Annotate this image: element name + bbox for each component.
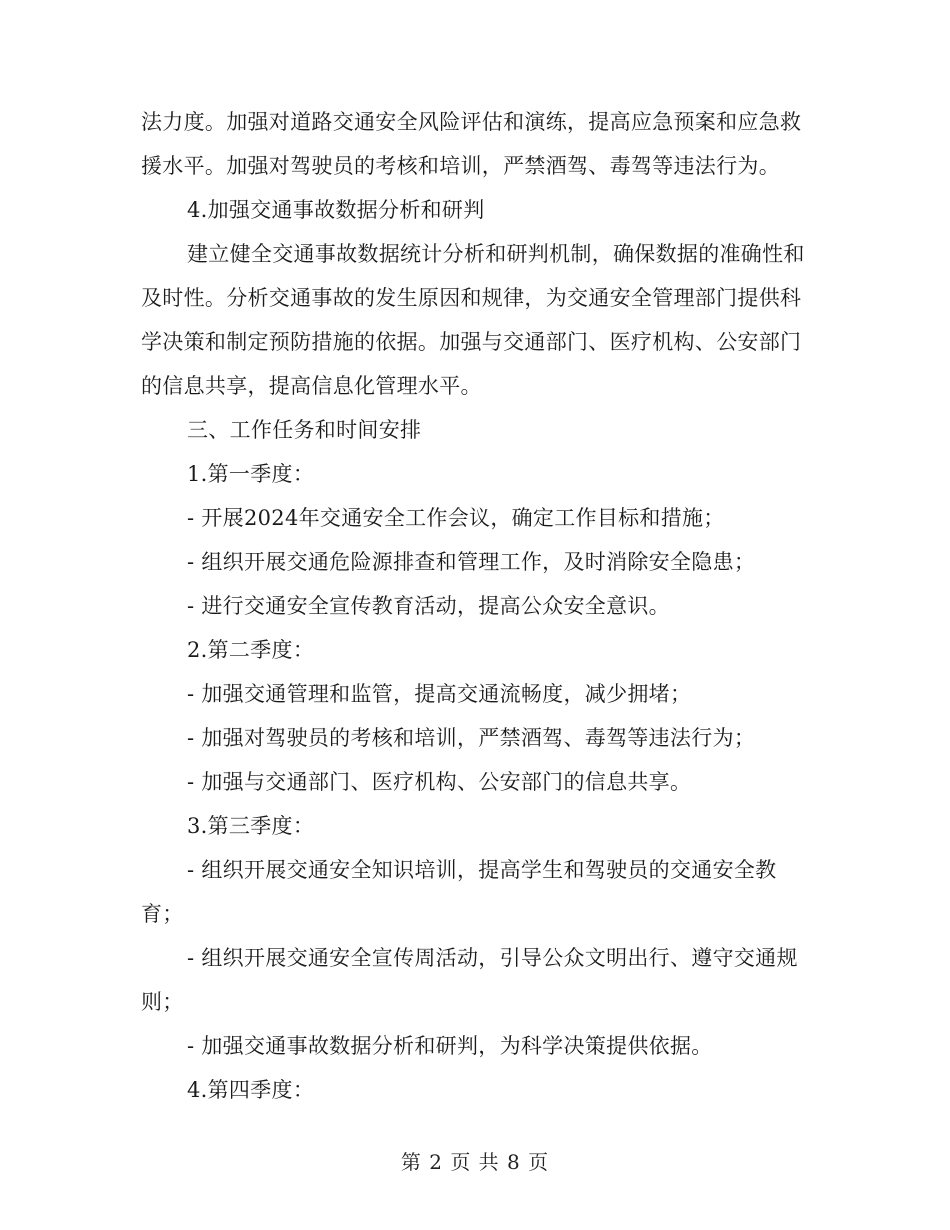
list-item: - 加强交通事故数据分析和研判，为科学决策提供依据。 — [187, 1034, 713, 1058]
document-body — [141, 100, 806, 1112]
list-item: - 加强对驾驶员的考核和培训，严禁酒驾、毒驾等违法行为； — [187, 726, 756, 750]
list-item: - 加强交通管理和监管，提高交通流畅度，减少拥堵； — [187, 682, 692, 706]
section-heading-4: 4.加强交通事故数据分析和研判 — [187, 198, 485, 222]
paragraph-data-analysis: 建立健全交通事故数据统计分析和研判机制，确保数据的准确性和及时性。分析交通事故的发生原因和规律，为交通安全管理部门提供科学决策和制定预防措施的依据。加强与交通部门、医疗机构、公安部门的信息共享，提高信息化管理水平。 — [141, 242, 805, 398]
list-item: - 组织开展交通危险源排查和管理工作，及时消除安全隐患； — [187, 550, 756, 574]
list-item: - 开展2024年交通安全工作会议，确定工作目标和措施； — [187, 506, 725, 530]
list-item: - 进行交通安全宣传教育活动，提高公众安全意识。 — [187, 594, 670, 618]
quarter-heading-q2: 2.第二季度： — [187, 638, 315, 662]
quarter-heading-q1: 1.第一季度： — [187, 462, 315, 486]
quarter-heading-q3: 3.第三季度： — [187, 814, 315, 838]
list-item: - 组织开展交通安全知识培训，提高学生和驾驶员的交通安全教育； — [141, 858, 777, 926]
chapter-heading-tasks: 三、工作任务和时间安排 — [187, 418, 422, 442]
quarter-heading-q4: 4.第四季度： — [187, 1078, 315, 1102]
paragraph-continuation: 法力度。加强对道路交通安全风险评估和演练，提高应急预案和应急救援水平。加强对驾驶员的考核和培训，严禁酒驾、毒驾等违法行为。 — [141, 110, 802, 178]
list-item: - 组织开展交通安全宣传周活动，引导公众文明出行、遵守交通规则； — [141, 946, 798, 1014]
page-footer — [0, 1146, 950, 1175]
list-item: - 加强与交通部门、医疗机构、公安部门的信息共享。 — [187, 770, 692, 794]
page-number: 第 2 页 共 8 页 — [400, 1150, 550, 1174]
